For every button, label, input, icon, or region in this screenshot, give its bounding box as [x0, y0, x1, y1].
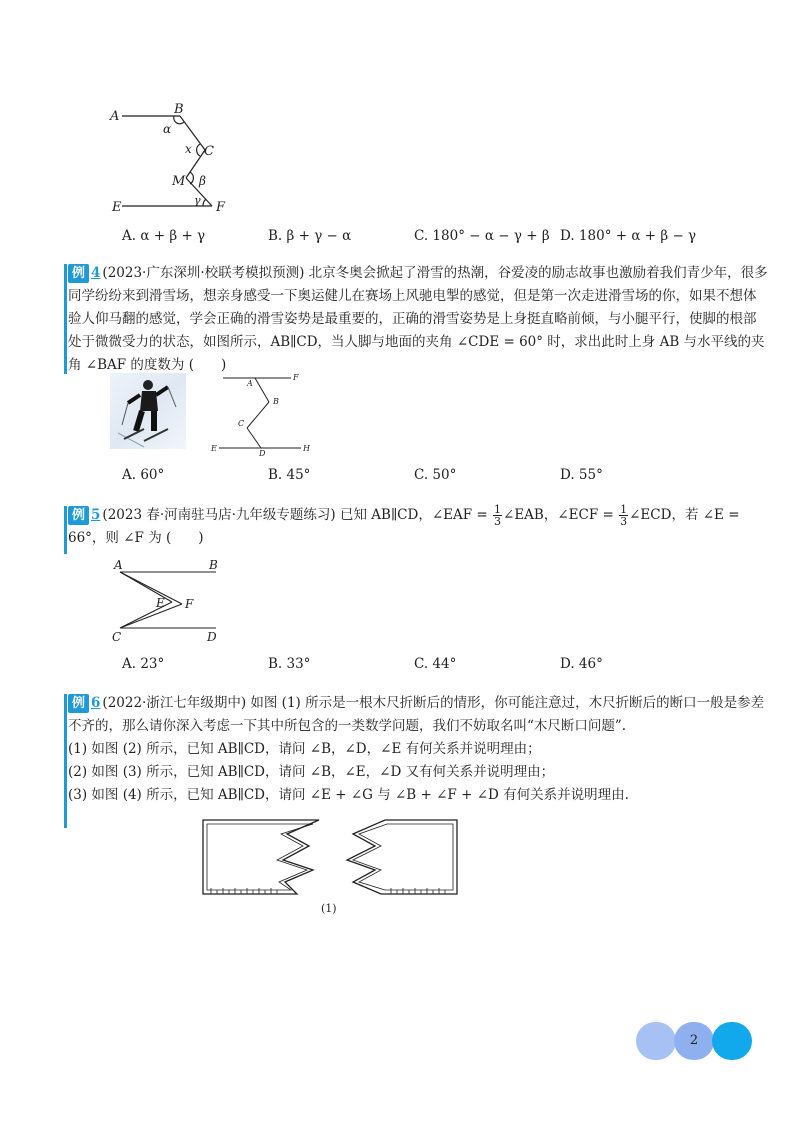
- label-F: F: [293, 373, 299, 382]
- label-A: A: [114, 558, 123, 572]
- label-x: x: [185, 142, 192, 156]
- example-4-body: (2023·广东深圳·校联考模拟预测) 北京冬奥会掀起了滑雪的热潮，谷爱凌的励志故事也激励着我们青少年，很多同学纷纷来到滑雪场，想亲身感受一下奥运健儿在赛场上风驰电掣的感觉，但是第一次走进滑雪场的你，如果不想体验人仰马翻的感觉，学会正确的滑雪姿势是最重要的，正确的滑雪姿势是上身挺直略前倾，与小腿平行，使脚的根部处于微微受力的状态，如图所示，AB∥CD，当人脚与地面的夹角 ∠CDE = 60° 时，求出此时上身 AB 与水平线的夹角 ∠BAF 的度数为 ( ): [68, 265, 768, 373]
- example-6-bar: [64, 694, 67, 828]
- option-a: A. 60°: [122, 467, 165, 483]
- figure-angles-top: [100, 100, 250, 215]
- label-beta: β: [199, 174, 206, 188]
- example-6-body: (2022·浙江七年级期中) 如图 (1) 所示是一根木尺折断后的情形，你可能注意过，木尺折断后的断口一般是参差不齐的，那么请你深入考虑一下其中所包含的一类数学问题，我们不妨取名叫“木尺断口问题”.: [68, 695, 765, 734]
- label-B: B: [174, 102, 184, 117]
- example-5-text: [68, 504, 768, 550]
- label-A: A: [110, 109, 120, 124]
- skier-photo: [110, 373, 186, 449]
- fraction-one-third: $\frac{1}{3}$: [494, 503, 502, 528]
- example-tag: 例: [68, 506, 89, 525]
- label-E: E: [211, 444, 217, 453]
- option-d: D. 55°: [560, 467, 603, 483]
- page-pill-left: [636, 1022, 676, 1060]
- label-B: B: [209, 558, 218, 572]
- label-E: E: [156, 596, 165, 610]
- label-gamma: γ: [194, 194, 201, 207]
- option-a: A. 23°: [122, 656, 165, 672]
- label-F: F: [185, 597, 194, 611]
- example-5-text-c: ∠ECD，若 ∠E = 66°，则 ∠F 为 ( ): [68, 507, 740, 546]
- figure-ex5: [108, 556, 228, 644]
- option-b: B. 45°: [268, 467, 311, 483]
- label-D: D: [259, 449, 266, 458]
- label-D: D: [207, 630, 217, 644]
- page-number: 2: [689, 1033, 699, 1048]
- fraction-one-third-2: $\frac{1}{3}$: [620, 503, 628, 528]
- example-number: 6: [91, 695, 101, 711]
- question-item-1: (1) 如图 (2) 所示，已知 AB∥CD，请问 ∠B，∠D，∠E 有何关系并说明理由；: [68, 741, 541, 757]
- example-tag: 例: [68, 264, 89, 283]
- example-5-bar: [64, 506, 67, 554]
- label-C: C: [204, 144, 214, 159]
- example-5-text-a: (2023 春·河南驻马店·九年级专题练习) 已知 AB∥CD，∠EAF =: [102, 507, 488, 523]
- label-B: B: [273, 397, 279, 406]
- example-6-text: [68, 692, 768, 807]
- page-pill-middle: [674, 1022, 714, 1060]
- example-tag: 例: [68, 694, 89, 713]
- example-4-bar: [64, 264, 67, 374]
- label-M: M: [172, 174, 186, 189]
- label-H: H: [303, 444, 310, 453]
- label-C: C: [112, 630, 122, 644]
- label-E: E: [112, 200, 122, 215]
- label-alpha: α: [163, 122, 172, 136]
- page-pill-right: [712, 1022, 752, 1060]
- option-d: D. 180° + α + β − γ: [560, 228, 697, 244]
- option-a: A. α + β + γ: [122, 228, 206, 244]
- example-5-text-b: ∠EAB，∠ECF =: [503, 507, 614, 523]
- label-F: F: [216, 200, 226, 215]
- label-A: A: [247, 379, 253, 388]
- option-b: B. β + γ − α: [268, 228, 352, 244]
- question-item-3: (3) 如图 (4) 所示，已知 AB∥CD，请问 ∠E + ∠G 与 ∠B + ∠F + ∠D 有何关系并说明理由.: [68, 787, 629, 803]
- option-d: D. 46°: [560, 656, 603, 672]
- option-b: B. 33°: [268, 656, 311, 672]
- option-c: C. 50°: [414, 467, 457, 483]
- figure-skier-diagram: [205, 370, 325, 458]
- label-C: C: [238, 419, 245, 428]
- question-item-2: (2) 如图 (3) 所示，已知 AB∥CD，请问 ∠B，∠E，∠D 又有何关系并说明理由；: [68, 764, 555, 780]
- option-c: C. 44°: [414, 656, 457, 672]
- example-number: 5: [91, 507, 101, 523]
- figure-broken-ruler: [195, 812, 465, 920]
- example-4-text: [68, 262, 768, 377]
- figure-caption: (1): [321, 902, 337, 915]
- option-c: C. 180° − α − γ + β: [414, 228, 550, 244]
- example-number: 4: [91, 265, 101, 281]
